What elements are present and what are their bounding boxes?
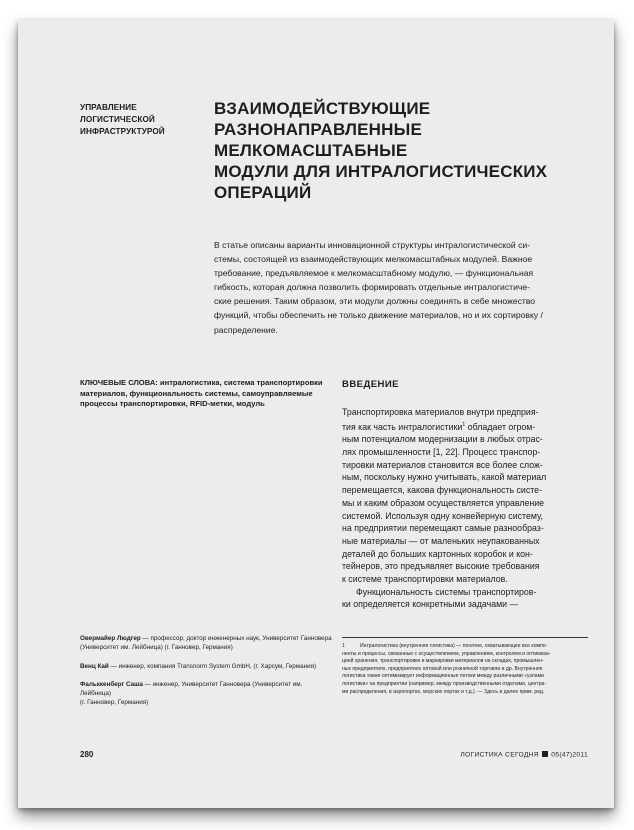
author-line [80,662,335,671]
author-line [80,680,335,699]
body-line: на предприятии перемещают самые разнообраз- [342,523,544,534]
body-line: деталей до больших картонных коробок и кон- [342,548,533,559]
introduction-heading: ВВЕДЕНИЕ [342,379,399,390]
author-desc-cont: (г. Ганновер, Германия) [80,699,149,707]
footnote-line: цией хранения, транспортировки и маркировки материалов на складах, промышлен- [342,658,544,665]
body-line: системой. Используя одну конвейерную систему, [342,510,543,521]
footnote-text: Интралогистика (внутренняя логистика) — понятие, охватывающее все компо- [360,643,548,649]
keywords-line: КЛЮЧЕВЫЕ СЛОВА: интралогистика, система транспортировки [80,378,323,387]
journal-footer [460,751,588,759]
authors-list [80,634,335,717]
title-line: РАЗНОНАПРАВЛЕННЫЕ МЕЛКОМАСШТАБНЫЕ [214,120,422,160]
footnote [342,643,588,696]
author-desc: — инженер, Университет Ганновера (Университет им. Лейбница) [80,680,303,698]
section-label-line: ЛОГИСТИЧЕСКОЙ [80,115,155,124]
body-line: ным, поскольку нужно учитывать, какой материал [342,472,547,483]
body-line: ки определяется конкретными задачами — [342,599,519,610]
body-line: тировки материалов становится все более слож- [342,459,543,470]
body-line: перемещается, какова функциональность систе- [342,485,543,496]
body-line: Транспортировка материалов внутри предприя- [342,407,539,417]
journal-issue: 05(47)2011 [551,751,588,759]
article-title [214,98,614,203]
journal-page [18,20,614,808]
body-line: тейнеров, это предъявляет высокие требования [342,561,540,572]
body-text-fragment: тия как часть интралогистики [342,421,463,432]
page-number: 280 [80,750,94,759]
abstract-line: функций, чтобы обеспечить не только движение материалов, но и их сортировку / [214,310,543,321]
keywords-line: материалов, функциональность системы, самоуправляемые [80,388,313,398]
footnote-line: ных предприятиях, предприятиях оптовой или розничной торговли и др. Внутренняя [342,665,543,672]
body-line: Функциональность системы транспортиров- [356,586,537,597]
author-desc: — инженер, компания Transnorm System GmbH, (г. Харсум, Германия) [108,662,317,670]
author-desc: — профессор, доктор инженерных наук, Университет Ганновера [140,635,332,642]
author-name: Фальккенберг Саша [80,680,143,688]
abstract-line: распределение. [214,324,278,335]
author-name: Овермайер Людгер [80,635,141,642]
footnote-line: ненты и процессы, связанные с осуществлением, управлением, контролем и оптимиза- [342,650,551,657]
journal-name: ЛОГИСТИКА СЕГОДНЯ [460,751,539,759]
author-desc-cont: (Университет им. Лейбница) (г. Ганновер, Германия) [80,644,233,652]
author-entry [80,680,335,708]
body-line: к системе транспортировки материалов. [342,574,508,585]
section-label-line: УПРАВЛЕНИЕ [80,103,137,112]
body-line: мы и каким образом осуществляется управление [342,497,545,508]
abstract-line: требование, предъявляемое к мелкомасштабному модулю, — функциональная [214,268,534,279]
body-line [342,419,588,434]
abstract-line: стемы, состоящей из взаимодействующих мелкомасштабных модулей. Важное [214,254,533,265]
introduction-body [342,406,588,611]
section-label [80,102,190,138]
footnote-line: ми распределения, в аэропортах, морских портах и т.д.). — Здесь и далее прим. ред. [342,688,545,695]
body-text-fragment: обладает огром- [465,421,536,432]
keywords-line: процессы транспортировки, RFID-метки, модуль [80,399,265,408]
abstract-line: ские решения. Таким образом, эти модули должны соединять в себе множество [214,296,536,307]
keywords [80,378,335,410]
title-line: ОПЕРАЦИЙ [214,183,312,202]
abstract-line: В статье описаны варианты инновационной структуры интралогистической си- [214,240,531,250]
footnote-number: 1 [342,643,345,649]
footnote-line [342,643,588,651]
abstract [214,238,586,337]
author-line [80,634,335,643]
abstract-line: гибкость, которая должна позволить формировать отдельные интралогистиче- [214,282,530,293]
body-line: ным потенциалом модернизации в любых отрас- [342,434,543,445]
footnote-divider [342,637,588,638]
author-entry [80,634,335,653]
body-line: ные материалы — от маленьких неупакованных [342,535,540,546]
author-entry [80,662,335,671]
footnote-line: логистики» на предприятии (например, между производственными отделами, центра- [342,680,547,687]
square-bullet-icon [542,751,548,757]
footnote-ref[interactable]: 1 [462,421,466,428]
section-label-line: ИНФРАСТРУКТУРОЙ [80,127,165,136]
title-line: ВЗАИМОДЕЙСТВУЮЩИЕ [214,99,431,118]
author-name: Венц Кай [80,662,109,670]
body-line: лях промышленности [1, 22]. Процесс транспор- [342,447,541,458]
title-line: МОДУЛИ ДЛЯ ИНТРАЛОГИСТИЧЕСКИХ [214,162,548,181]
footnote-line: логистика также оптимизирует информационные потоки между различными «узлами [342,673,544,680]
